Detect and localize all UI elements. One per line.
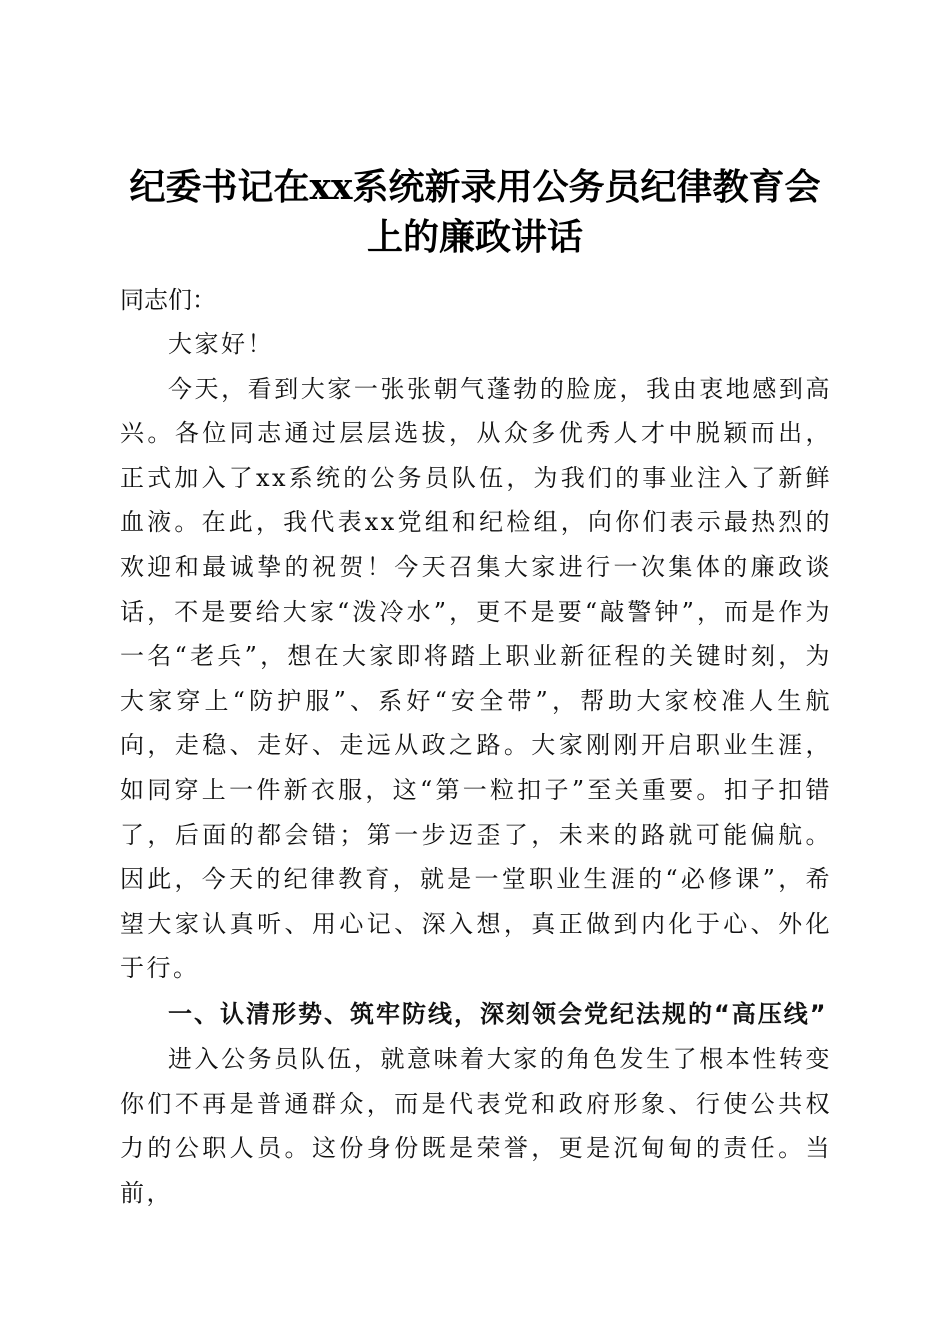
document-body (120, 322, 832, 1215)
intro-paragraph: 今天，看到大家一张张朝气蓬勃的脸庞，我由衷地感到高兴。各位同志通过层层选拔，从众多优秀人才中脱颖而出，正式加入了xx系统的公务员队伍，为我们的事业注入了新鲜血液。在此，我代表xx党组和纪检组，向你们表示最热烈的欢迎和最诚挚的祝贺！今天召集大家进行一次集体的廉政谈话，不是要给大家“泼冷水”，更不是要“敲警钟”，而是作为一名“老兵”，想在大家即将踏上职业新征程的关键时刻，为大家穿上“防护服”、系好“安全带”，帮助大家校准人生航向，走稳、走好、走远从政之路。大家刚刚开启职业生涯，如同穿上一件新衣服，这“第一粒扣子”至关重要。扣子扣错了，后面的都会错；第一步迈歪了，未来的路就可能偏航。因此，今天的纪律教育，就是一堂职业生涯的“必修课”，希望大家认真听、用心记、深入想，真正做到内化于心、外化于行。 (120, 374, 832, 983)
salutation: 同志们： (120, 286, 216, 314)
title-line-2: 上的廉政讲话 (366, 216, 583, 259)
section-1-heading: 一、认清形势、筑牢防线，深刻领会党纪法规的“高压线” (168, 999, 828, 1028)
title-line-1: 纪委书记在xx系统新录用公务员纪律教育会 (129, 166, 821, 209)
section-1-paragraph: 进入公务员队伍，就意味着大家的角色发生了根本性转变你们不再是普通群众，而是代表党和政府形象、行使公共权力的公职人员。这份身份既是荣誉，更是沉甸甸的责任。当前， (120, 1044, 832, 1207)
greeting: 大家好！ (168, 330, 274, 358)
document-title (120, 162, 830, 262)
